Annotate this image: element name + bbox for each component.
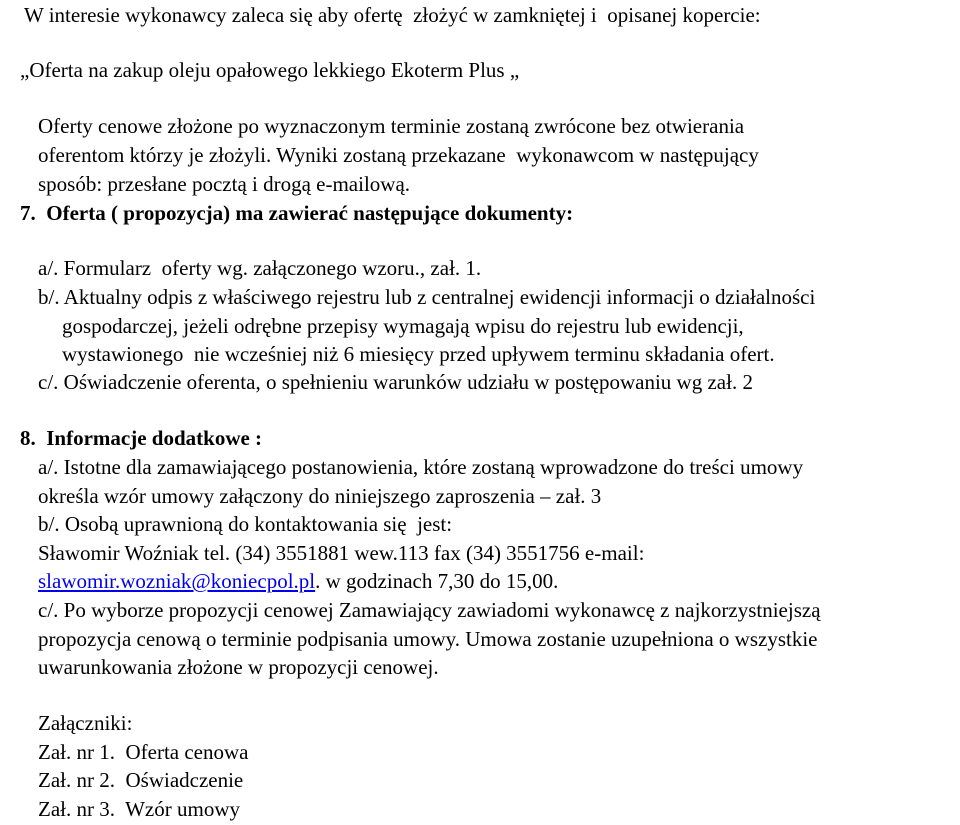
section-8-item-c-line-2: propozycja cenową o terminie podpisania umowy. Umowa zostanie uzupełniona o wszystkie	[38, 627, 818, 651]
section-8-item-b-line-2: Sławomir Woźniak tel. (34) 3551881 wew.113 fax (34) 3551756 e-mail:	[38, 541, 645, 565]
section-8-item-c-line-1: c/. Po wyborze propozycji cenowej Zamawiający zawiadomi wykonawcę z najkorzystniejszą	[38, 598, 821, 622]
section-8-item-b-line-1: b/. Osobą uprawnioną do kontaktowania się jest:	[38, 512, 453, 536]
section-7-heading: 7. Oferta ( propozycja) ma zawierać następujące dokumenty:	[20, 201, 574, 225]
email-suffix: . w godzinach 7,30 do 15,00.	[315, 569, 559, 593]
return-note-line-1: Oferty cenowe złożone po wyznaczonym terminie zostaną zwrócone bez otwierania	[38, 114, 745, 138]
section-8-email-line	[38, 571, 558, 592]
email-link[interactable]: slawomir.wozniak@koniecpol.pl	[38, 569, 316, 593]
section-7-item-a: a/. Formularz oferty wg. załączonego wzoru., zał. 1.	[38, 256, 482, 280]
return-note-line-2: oferentom którzy je złożyli. Wyniki zostaną przekazane wykonawcom w następujący	[38, 143, 759, 167]
attachment-item-3: Zał. nr 3. Wzór umowy	[38, 797, 240, 821]
section-8-heading: 8. Informacje dodatkowe :	[20, 426, 263, 450]
section-8-item-a-line-2: określa wzór umowy załączony do niniejszego zaproszenia – zał. 3	[38, 484, 602, 508]
section-7-item-c: c/. Oświadczenie oferenta, o spełnieniu warunków udziału w postępowaniu wg zał. 2	[38, 370, 753, 394]
section-8-item-c-line-3: uwarunkowania złożone w propozycji cenowej.	[38, 655, 439, 679]
attachments-title: Załączniki:	[38, 711, 133, 735]
attachment-item-1: Zał. nr 1. Oferta cenowa	[38, 740, 249, 764]
section-7-item-b-line-2: gospodarczej, jeżeli odrębne przepisy wymagają wpisu do rejestru lub ewidencji,	[62, 314, 744, 338]
return-note-line-3: sposób: przesłane pocztą i drogą e-mailową.	[38, 172, 411, 196]
intro-line-1: W interesie wykonawcy zaleca się aby ofertę złożyć w zamkniętej i opisanej kopercie:	[24, 3, 761, 27]
section-7-item-b-line-3: wystawionego nie wcześniej niż 6 miesięcy przed upływem terminu składania ofert.	[62, 342, 775, 366]
section-7-item-b-line-1: b/. Aktualny odpis z właściwego rejestru lub z centralnej ewidencji informacji o działalności	[38, 285, 816, 309]
attachment-item-2: Zał. nr 2. Oświadczenie	[38, 768, 244, 792]
section-8-item-a-line-1: a/. Istotne dla zamawiającego postanowienia, które zostaną wprowadzone do treści umowy	[38, 455, 804, 479]
intro-line-2: „Oferta na zakup oleju opałowego lekkiego Ekoterm Plus „	[20, 58, 520, 82]
